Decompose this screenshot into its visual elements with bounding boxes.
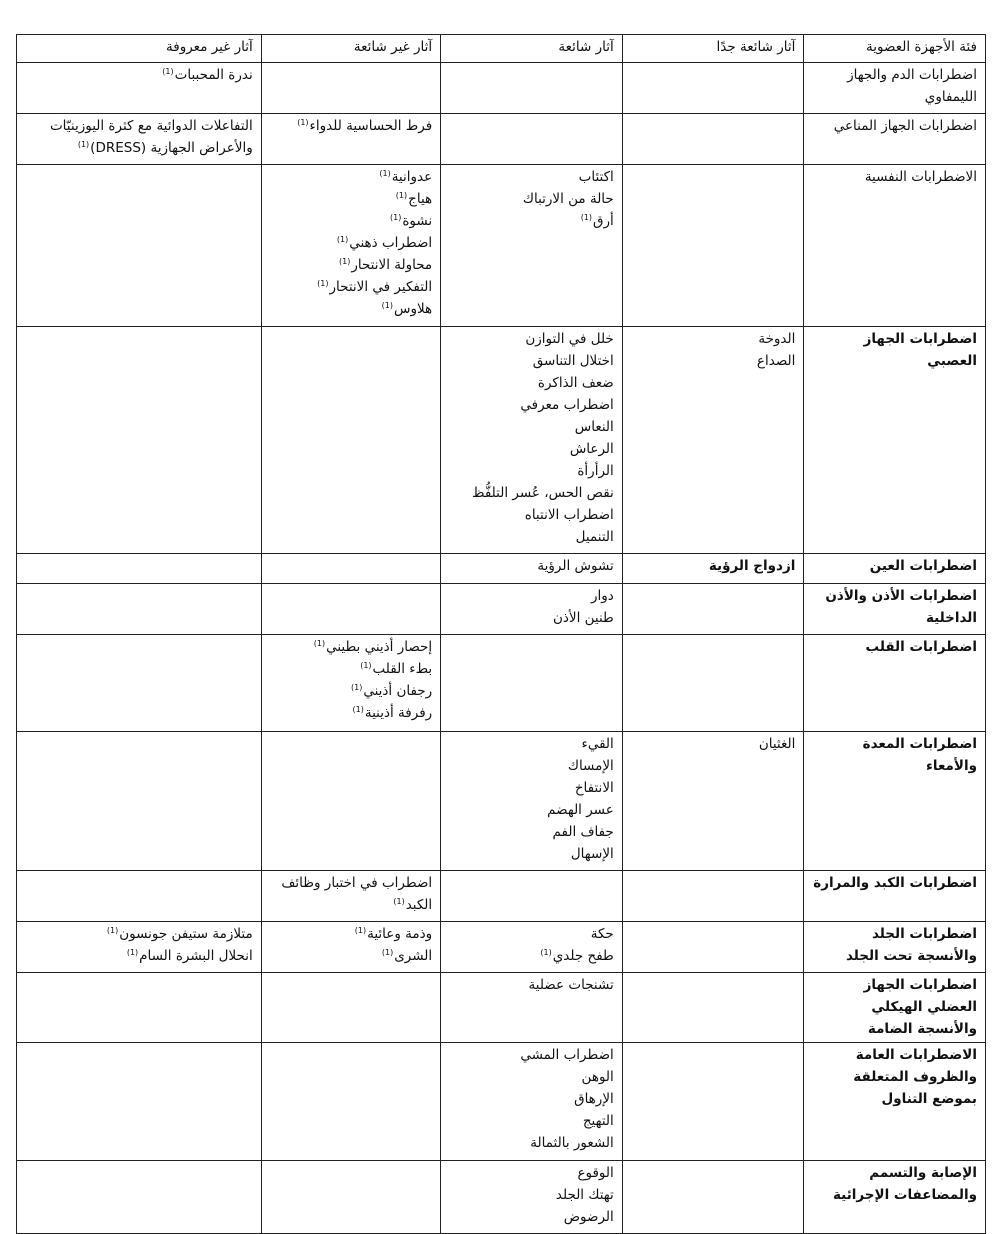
organ-class-label: اضطرابات الجھاز العصبي bbox=[863, 331, 977, 369]
organ-class-cell bbox=[804, 327, 986, 554]
very-common-cell bbox=[622, 165, 804, 327]
effect-item: إحصار أذیني بطیني$^{(1)}$ bbox=[313, 638, 433, 655]
effect-item: الرعاش bbox=[569, 441, 614, 457]
not-known-cell bbox=[17, 63, 262, 114]
organ-class-label: الاضطرابات العامة والظروف المتعلقة بموضع التناول bbox=[853, 1047, 977, 1107]
very-common-cell bbox=[622, 114, 804, 165]
not-known-cell bbox=[17, 1161, 262, 1234]
effect-item: التفاعلات الدوائیة مع كثرة الیوزینیّات والأعراض الجھازیة (DRESS)$^{(1)}$ bbox=[49, 118, 253, 156]
effect-item: عسر الھضم bbox=[547, 802, 614, 818]
organ-class-label: اضطرابات الدم والجهاز اللیمفاوي bbox=[847, 67, 977, 105]
uncommon-cell bbox=[261, 554, 440, 584]
not-known-cell bbox=[17, 165, 262, 327]
effect-item: اضطراب المشي bbox=[520, 1047, 614, 1063]
table-row bbox=[17, 732, 986, 871]
footnote-marker: (1) bbox=[379, 168, 391, 178]
common-cell bbox=[441, 973, 623, 1043]
effect-item: اضطراب في اختبار وظائف الكبد$^{(1)}$ bbox=[281, 875, 433, 913]
very-common-cell bbox=[622, 327, 804, 554]
table-row bbox=[17, 922, 986, 973]
uncommon-cell bbox=[261, 973, 440, 1043]
effect-item: اضطراب الانتباه bbox=[524, 507, 614, 523]
common-cell bbox=[441, 327, 623, 554]
footnote-marker: (1) bbox=[338, 256, 351, 266]
common-cell bbox=[441, 871, 623, 922]
effect-item: نشوة$^{(1)}$ bbox=[389, 212, 433, 229]
effect-item: حكة bbox=[590, 926, 614, 942]
organ-class-cell bbox=[804, 114, 986, 165]
footnote-marker: (1) bbox=[317, 278, 329, 288]
organ-class-label: اضطرابات الكبد والمرارة bbox=[813, 875, 977, 891]
organ-class-label: اضطرابات القلب bbox=[865, 639, 977, 655]
header-common: آثار شائعة bbox=[441, 35, 623, 63]
organ-class-label: الاضطرابات النفسیة bbox=[864, 169, 977, 185]
uncommon-cell bbox=[261, 165, 440, 327]
header-very-common: آثار شائعة جدًا bbox=[622, 35, 804, 63]
organ-class-cell bbox=[804, 165, 986, 327]
effect-item: التفكیر في الانتحار$^{(1)}$ bbox=[317, 278, 433, 295]
footnote-marker: (1) bbox=[297, 117, 309, 127]
organ-class-cell bbox=[804, 63, 986, 114]
footnote-marker: (1) bbox=[352, 704, 364, 714]
very-common-cell bbox=[622, 871, 804, 922]
footnote-marker: (1) bbox=[350, 682, 363, 692]
table-row bbox=[17, 165, 986, 327]
footnote-marker: (1) bbox=[313, 638, 326, 648]
effect-item: رجفان أذیني$^{(1)}$ bbox=[350, 682, 433, 699]
effect-item: الدوخة bbox=[758, 331, 796, 347]
effect-item: بطء القلب$^{(1)}$ bbox=[360, 660, 433, 677]
effect-item: طفح جلدي$^{(1)}$ bbox=[540, 947, 614, 964]
organ-class-cell bbox=[804, 922, 986, 973]
very-common-cell bbox=[622, 554, 804, 584]
common-cell bbox=[441, 922, 623, 973]
table-row bbox=[17, 871, 986, 922]
effect-item: دوار bbox=[590, 588, 614, 604]
footnote-marker: (1) bbox=[389, 212, 402, 222]
uncommon-cell bbox=[261, 732, 440, 871]
header-organ-class: فئة الأجهزة العضوية bbox=[804, 35, 986, 63]
effect-item: وذمة وعائیة$^{(1)}$ bbox=[354, 925, 433, 942]
common-cell bbox=[441, 165, 623, 327]
table-row bbox=[17, 327, 986, 554]
not-known-cell bbox=[17, 922, 262, 973]
common-cell bbox=[441, 554, 623, 584]
effect-item: متلازمة ستیفن جونسون$^{(1)}$ bbox=[106, 925, 253, 942]
footnote-marker: (1) bbox=[381, 300, 393, 310]
not-known-cell bbox=[17, 732, 262, 871]
uncommon-cell bbox=[261, 1161, 440, 1234]
very-common-cell bbox=[622, 63, 804, 114]
organ-class-cell bbox=[804, 584, 986, 635]
effect-item: نقص الحس، عُسر التلفُّظ bbox=[472, 485, 614, 501]
uncommon-cell bbox=[261, 63, 440, 114]
common-cell bbox=[441, 1161, 623, 1234]
effect-item: الوھن bbox=[581, 1069, 614, 1085]
adverse-effects-table bbox=[16, 34, 986, 1234]
effect-item: انحلال البشرة السام$^{(1)}$ bbox=[126, 947, 253, 964]
effect-item: القيء bbox=[581, 736, 614, 752]
not-known-cell bbox=[17, 635, 262, 732]
common-cell bbox=[441, 114, 623, 165]
not-known-cell bbox=[17, 1043, 262, 1161]
effect-item: اختلال التناسق bbox=[532, 353, 614, 369]
header-row bbox=[17, 35, 986, 63]
not-known-cell bbox=[17, 871, 262, 922]
uncommon-cell bbox=[261, 584, 440, 635]
very-common-cell bbox=[622, 1161, 804, 1234]
effect-item: حالة من الارتباك bbox=[522, 191, 614, 207]
organ-class-label: اضطرابات العین bbox=[869, 558, 977, 574]
footnote-marker: (1) bbox=[360, 660, 372, 670]
footnote-marker: (1) bbox=[336, 234, 349, 244]
effect-item: الغثیان bbox=[758, 736, 796, 752]
very-common-cell bbox=[622, 584, 804, 635]
footnote-marker: (1) bbox=[106, 925, 119, 935]
organ-class-cell bbox=[804, 973, 986, 1043]
effect-item: ازدواج الرؤیة bbox=[708, 558, 796, 574]
not-known-cell bbox=[17, 114, 262, 165]
effect-item: محاولة الانتحار$^{(1)}$ bbox=[338, 256, 433, 273]
effect-item: فرط الحساسیة للدواء$^{(1)}$ bbox=[297, 117, 433, 134]
organ-class-label: اضطرابات الجھاز العضلي الھیكلي والأنسجة الضامة bbox=[863, 977, 977, 1037]
uncommon-cell bbox=[261, 327, 440, 554]
footnote-marker: (1) bbox=[126, 947, 139, 957]
effect-item: الرأرأة bbox=[577, 463, 614, 479]
header-not-known: آثار غير معروفة bbox=[17, 35, 262, 63]
common-cell bbox=[441, 732, 623, 871]
very-common-cell bbox=[622, 922, 804, 973]
effect-item: الإرھاق bbox=[574, 1091, 614, 1107]
effect-item: أرق$^{(1)}$ bbox=[580, 212, 614, 229]
footnote-marker: (1) bbox=[393, 896, 405, 906]
effect-item: ندرة المحببات$^{(1)}$ bbox=[162, 66, 253, 83]
table-row bbox=[17, 63, 986, 114]
effect-item: اضطراب معرفي bbox=[520, 397, 614, 413]
effect-item: اضطراب ذھني$^{(1)}$ bbox=[336, 234, 433, 251]
very-common-cell bbox=[622, 973, 804, 1043]
uncommon-cell bbox=[261, 114, 440, 165]
organ-class-cell bbox=[804, 871, 986, 922]
organ-class-label: اضطرابات الأذن والأذن الداخلیة bbox=[825, 588, 977, 626]
table-row bbox=[17, 973, 986, 1043]
footnote-marker: (1) bbox=[540, 947, 552, 957]
effect-item: الشعور بالثمالة bbox=[530, 1135, 614, 1151]
effect-item: الصداع bbox=[756, 353, 796, 369]
effect-item: تشوش الرؤیة bbox=[537, 558, 614, 574]
effect-item: ضعف الذاكرة bbox=[537, 375, 614, 391]
common-cell bbox=[441, 584, 623, 635]
effect-item: عدوانیة$^{(1)}$ bbox=[379, 168, 433, 185]
organ-class-label: اضطرابات المعدة والأمعاء bbox=[862, 736, 977, 774]
effect-item: الرضوض bbox=[563, 1209, 614, 1225]
footnote-marker: (1) bbox=[77, 139, 90, 149]
effect-item: الوقوع bbox=[577, 1165, 614, 1181]
effect-item: طنین الأذن bbox=[552, 610, 614, 626]
organ-class-label: اضطرابات الجھاز المناعي bbox=[833, 118, 977, 134]
table-row bbox=[17, 584, 986, 635]
very-common-cell bbox=[622, 1043, 804, 1161]
very-common-cell bbox=[622, 635, 804, 732]
effect-item: التنمیل bbox=[575, 529, 614, 545]
organ-class-label: اضطرابات الجلد والأنسجة تحت الجلد bbox=[845, 926, 977, 964]
table-row bbox=[17, 635, 986, 732]
effect-item: اكتئاب bbox=[578, 169, 614, 185]
footnote-marker: (1) bbox=[395, 190, 408, 200]
not-known-cell bbox=[17, 584, 262, 635]
table-row bbox=[17, 1043, 986, 1161]
uncommon-cell bbox=[261, 635, 440, 732]
effect-item: تشنجات عضلیة bbox=[528, 977, 614, 993]
very-common-cell bbox=[622, 732, 804, 871]
effect-item: الانتفاخ bbox=[574, 780, 614, 796]
organ-class-cell bbox=[804, 635, 986, 732]
effect-item: الإسھال bbox=[570, 846, 614, 862]
organ-class-cell bbox=[804, 1161, 986, 1234]
uncommon-cell bbox=[261, 922, 440, 973]
effect-item: النعاس bbox=[574, 419, 614, 435]
not-known-cell bbox=[17, 327, 262, 554]
table-row bbox=[17, 1161, 986, 1234]
organ-class-cell bbox=[804, 554, 986, 584]
table-row bbox=[17, 554, 986, 584]
not-known-cell bbox=[17, 973, 262, 1043]
organ-class-cell bbox=[804, 1043, 986, 1161]
header-uncommon: آثار غير شائعة bbox=[261, 35, 440, 63]
footnote-marker: (1) bbox=[162, 66, 174, 76]
not-known-cell bbox=[17, 554, 262, 584]
uncommon-cell bbox=[261, 871, 440, 922]
common-cell bbox=[441, 63, 623, 114]
organ-class-cell bbox=[804, 732, 986, 871]
common-cell bbox=[441, 635, 623, 732]
effect-item: التھیج bbox=[582, 1113, 614, 1129]
footnote-marker: (1) bbox=[580, 212, 593, 222]
table-row bbox=[17, 114, 986, 165]
footnote-marker: (1) bbox=[381, 947, 394, 957]
effect-item: الإمساك bbox=[567, 758, 614, 774]
uncommon-cell bbox=[261, 1043, 440, 1161]
footnote-marker: (1) bbox=[354, 925, 367, 935]
effect-item: الشرى$^{(1)}$ bbox=[381, 947, 433, 964]
effect-item: جفاف الفم bbox=[552, 824, 614, 840]
effect-item: رفرفة أذینیة$^{(1)}$ bbox=[352, 704, 433, 721]
common-cell bbox=[441, 1043, 623, 1161]
organ-class-label: الإصابة والتسمم والمضاعفات الإجرائیة bbox=[833, 1165, 977, 1203]
effect-item: ھلاوس$^{(1)}$ bbox=[381, 300, 433, 317]
effect-item: خلل في التوازن bbox=[525, 331, 614, 347]
effect-item: تھتك الجلد bbox=[555, 1187, 614, 1203]
effect-item: ھیاج$^{(1)}$ bbox=[395, 190, 433, 207]
